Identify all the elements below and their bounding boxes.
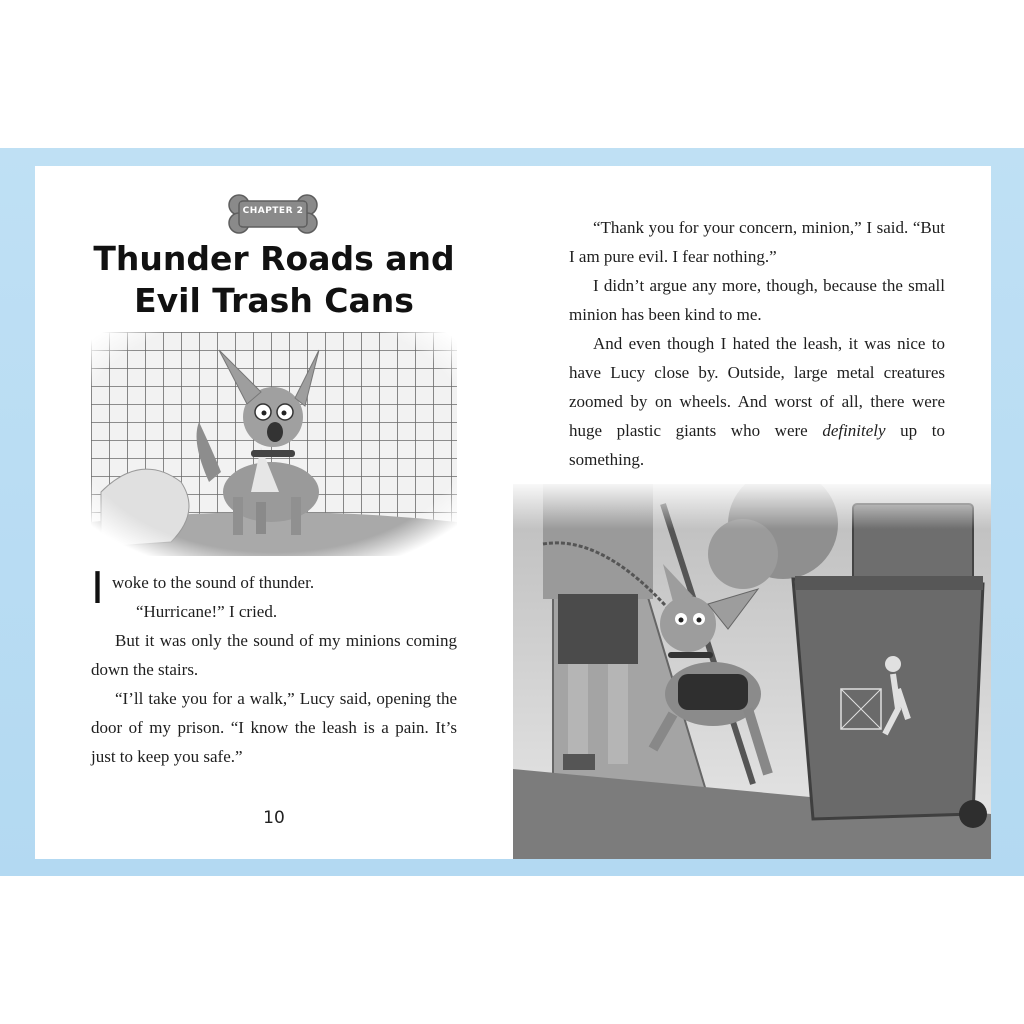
- illustration-dog-in-crate: [91, 332, 457, 556]
- chapter-title: [55, 238, 493, 322]
- right-page-text: [569, 213, 945, 474]
- title-line-1: Thunder Roads and: [93, 239, 455, 278]
- right-page: [513, 166, 991, 859]
- paragraph-3: And even though I hated the leash, it was nice to have Lucy close by. Outside, large metal creatures zoomed by on wheels. And worst of all, there were huge plastic giants who were definitely up to something.: [569, 334, 945, 469]
- paragraph-1: “Thank you for your concern, minion,” I said. “But I am pure evil. I fear nothing.”: [569, 218, 945, 266]
- illustration-dog-and-trash-can: [513, 484, 991, 859]
- paragraph-4: “I’ll take you for a walk,” Lucy said, opening the door of my prison. “I know the leash is a pain. It’s just to keep you safe.”: [91, 689, 457, 766]
- left-page-text: [91, 563, 457, 771]
- title-line-2: Evil Trash Cans: [134, 281, 414, 320]
- left-page: [35, 166, 513, 859]
- book-spread: [35, 166, 991, 859]
- paragraph-1: Iwoke to the sound of thunder.: [91, 563, 315, 614]
- paragraph-2: “Hurricane!” I cried.: [135, 602, 278, 621]
- paragraph-2: I didn’t argue any more, though, because the small minion has been kind to me.: [569, 276, 945, 324]
- chapter-badge: [227, 194, 319, 234]
- page-number: 10: [263, 808, 285, 828]
- dropcap: I: [91, 563, 104, 614]
- chapter-label: CHAPTER 2: [242, 206, 304, 216]
- paragraph-3: But it was only the sound of my minions coming down the stairs.: [91, 631, 457, 679]
- emphasis-word: definitely: [822, 421, 886, 440]
